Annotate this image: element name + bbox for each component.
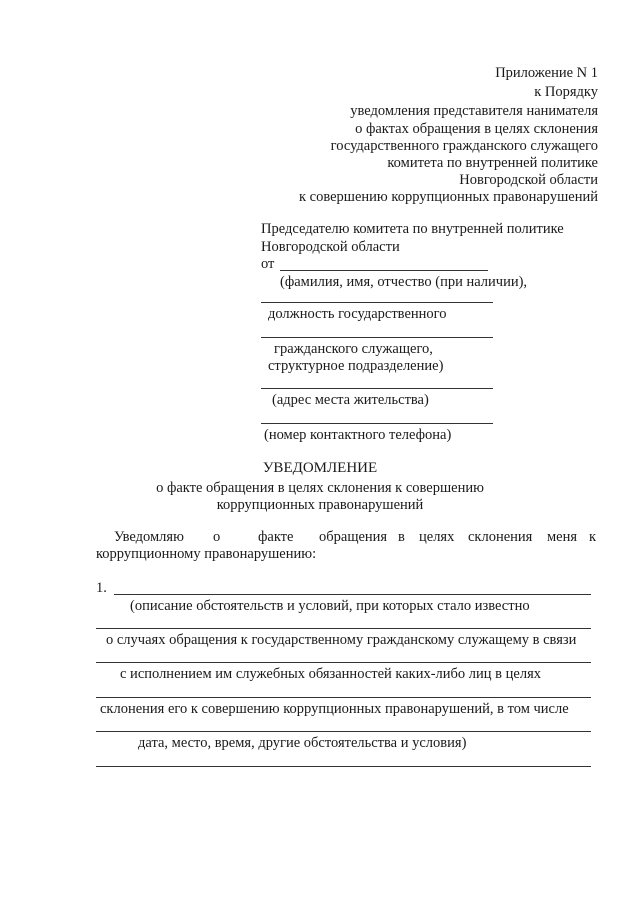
notice-title: УВЕДОМЛЕНИЕ [262, 460, 378, 476]
notice-subtitle-2: коррупционных правонарушений [216, 497, 424, 513]
addressee-line-1: Председателю комитета по внутренней политике [261, 221, 564, 237]
address-field[interactable] [261, 388, 493, 389]
position-hint-3: структурное подразделение) [268, 358, 444, 374]
intro-word: о [213, 529, 221, 545]
description-field-4[interactable] [96, 697, 591, 698]
position-hint-1: должность государственного [268, 306, 447, 322]
description-field-5[interactable] [96, 731, 591, 732]
intro-word: в [398, 529, 405, 545]
intro-word: к [589, 529, 597, 545]
intro-word: Уведомляю [114, 529, 184, 545]
position-field-2[interactable] [261, 337, 493, 338]
phone-hint: (номер контактного телефона) [264, 427, 452, 443]
intro-word: склонения [468, 529, 533, 545]
description-field-2[interactable] [96, 628, 591, 629]
intro-word: факте [258, 529, 294, 545]
appendix-line: к совершению коррупционных правонарушений [299, 189, 598, 205]
addressee-line-2: Новгородской области [261, 239, 400, 255]
description-hint-3: с исполнением им служебных обязанностей каких-либо лиц в целях [120, 666, 541, 682]
description-hint-2: о случаях обращения к государственному гражданскому служащему в связи [106, 632, 577, 648]
position-field[interactable] [261, 302, 493, 303]
full-name-hint: (фамилия, имя, отчество (при наличии), [280, 274, 528, 290]
description-field-1[interactable] [114, 594, 591, 595]
notice-subtitle-1: о факте обращения в целях склонения к совершению [156, 480, 484, 496]
intro-word: меня [547, 529, 578, 545]
intro-line-2: коррупционному правонарушению: [96, 546, 317, 562]
full-name-field[interactable] [280, 270, 488, 271]
from-label: от [261, 256, 275, 272]
description-field-3[interactable] [96, 662, 591, 663]
appendix-line: Новгородской области [459, 172, 598, 188]
appendix-line: о фактах обращения в целях склонения [355, 121, 598, 137]
appendix-line: уведомления представителя нанимателя [350, 103, 598, 119]
position-hint-2: гражданского служащего, [274, 341, 433, 357]
address-hint: (адрес места жительства) [272, 392, 429, 408]
description-hint-1: (описание обстоятельств и условий, при которых стало известно [130, 598, 530, 614]
appendix-line: государственного гражданского служащего [330, 138, 598, 154]
description-field-6[interactable] [96, 766, 591, 767]
appendix-line: к Порядку [534, 84, 598, 100]
description-hint-4: склонения его к совершению коррупционных правонарушений, в том числе [100, 701, 569, 717]
appendix-line: Приложение N 1 [495, 65, 598, 81]
intro-word: обращения [319, 529, 388, 545]
phone-field[interactable] [261, 423, 493, 424]
intro-word: целях [419, 529, 455, 545]
item-number: 1. [96, 580, 107, 596]
description-hint-5: дата, место, время, другие обстоятельства и условия) [138, 735, 467, 751]
appendix-line: комитета по внутренней политике [387, 155, 598, 171]
